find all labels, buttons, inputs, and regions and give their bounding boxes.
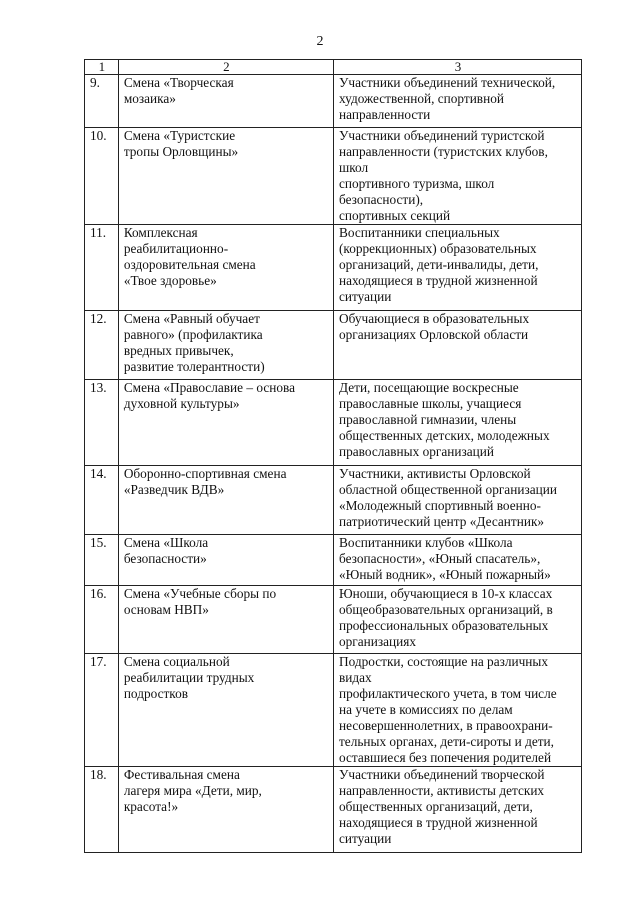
table-row	[85, 311, 582, 380]
session-participants: Воспитанники клубов «Школа безопасности», «Юный спасатель», «Юный водник», «Юный пожарный»	[334, 535, 582, 586]
session-name: Смена «Православие – основа духовной культуры»	[118, 380, 333, 466]
session-name: Комплексная реабилитационно- оздоровительная смена «Твое здоровье»	[118, 225, 333, 311]
row-number: 13.	[85, 380, 119, 466]
session-name: Смена «Учебные сборы по основам НВП»	[118, 586, 333, 654]
session-participants: Подростки, состоящие на различных видах профилактического учета, в том числе на учете в комиссиях по делам несовершеннолетних, в правоохрани- тельных органах, дети-сироты и дети, оставшиеся без попечения родителей	[334, 654, 582, 767]
table-row	[85, 466, 582, 535]
session-participants: Участники, активисты Орловской областной общественной организации «Молодежный спортивный военно- патриотический центр «Десантник»	[334, 466, 582, 535]
table-row	[85, 767, 582, 853]
table-row	[85, 586, 582, 654]
session-participants: Участники объединений творческой направленности, активисты детских общественных организаций, дети, находящиеся в трудной жизненной ситуации	[334, 767, 582, 853]
row-number: 10.	[85, 128, 119, 225]
session-name: Оборонно-спортивная смена «Разведчик ВДВ»	[118, 466, 333, 535]
session-participants: Участники объединений туристской направленности (туристских клубов, школ спортивного туризма, школ безопасности), спортивных секций	[334, 128, 582, 225]
row-number: 12.	[85, 311, 119, 380]
row-number: 14.	[85, 466, 119, 535]
table-row	[85, 75, 582, 128]
row-number: 9.	[85, 75, 119, 128]
table-row	[85, 128, 582, 225]
table-row	[85, 380, 582, 466]
header-col-1: 1	[85, 60, 119, 75]
session-participants: Юноши, обучающиеся в 10-х классах общеобразовательных организаций, в профессиональных образовательных организациях	[334, 586, 582, 654]
session-participants: Обучающиеся в образовательных организациях Орловской области	[334, 311, 582, 380]
session-name: Смена «Творческая мозаика»	[118, 75, 333, 128]
session-participants: Дети, посещающие воскресные православные школы, учащиеся православной гимназии, члены общественных детских, молодежных православных организаций	[334, 380, 582, 466]
session-participants: Участники объединений технической, художественной, спортивной направленности	[334, 75, 582, 128]
row-number: 18.	[85, 767, 119, 853]
header-col-2: 2	[118, 60, 333, 75]
session-name: Смена социальной реабилитации трудных подростков	[118, 654, 333, 767]
session-participants: Воспитанники специальных (коррекционных) образовательных организаций, дети-инвалиды, дети, находящиеся в трудной жизненной ситуации	[334, 225, 582, 311]
table-body	[85, 60, 582, 853]
table-row	[85, 654, 582, 767]
row-number: 11.	[85, 225, 119, 311]
table-row	[85, 225, 582, 311]
session-name: Смена «Равный обучает равного» (профилактика вредных привычек, развитие толерантности)	[118, 311, 333, 380]
table-row	[85, 535, 582, 586]
session-name: Смена «Туристские тропы Орловщины»	[118, 128, 333, 225]
camp-sessions-table	[84, 59, 582, 853]
page-number: 2	[316, 34, 324, 49]
row-number: 16.	[85, 586, 119, 654]
session-name: Фестивальная смена лагеря мира «Дети, мир, красота!»	[118, 767, 333, 853]
header-col-3: 3	[334, 60, 582, 75]
row-number: 17.	[85, 654, 119, 767]
table-header-row	[85, 60, 582, 75]
row-number: 15.	[85, 535, 119, 586]
session-name: Смена «Школа безопасности»	[118, 535, 333, 586]
